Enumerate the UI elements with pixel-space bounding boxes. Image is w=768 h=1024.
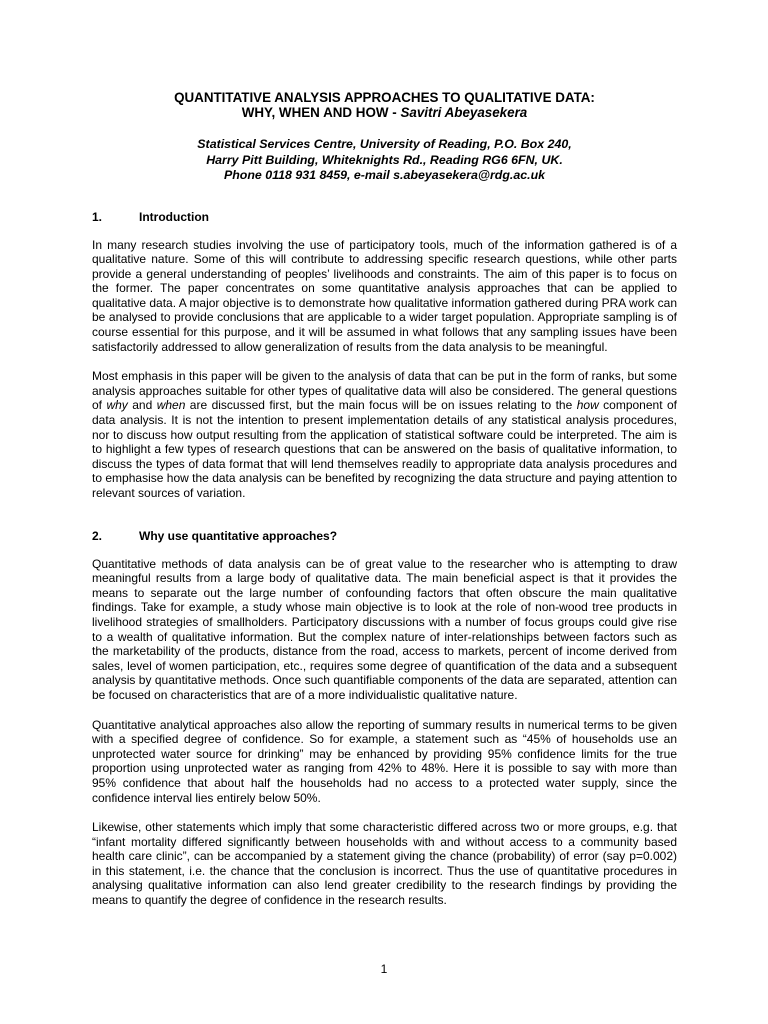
section-title: Introduction	[139, 209, 209, 224]
paragraph-text: and	[127, 398, 157, 413]
title-line-2	[92, 105, 677, 120]
paragraph-text: component of data analysis. It is not the intention to present implementation details of any statistical analysis procedures, nor to discuss how output resulting from the application of statistical software could be interpreted. The aim is to highlight a few types of research questions that can be answered on the basis of qualitative information, to discuss the types of data format that will lend themselves readily to appropriate data analysis procedures and to emphasise how the data analysis can be benefited by recognizing the data structure and paying attention to relevant sources of variation.	[92, 398, 677, 500]
paragraph: In many research studies involving the use of participatory tools, much of the information gathered is of a qualitative nature. Some of this will contribute to addressing specific research questions, while other parts provide a general understanding of peoples’ livelihoods and constraints. The aim of this paper is to focus on the former. The paper concentrates on some quantitative analysis approaches that can be applied to qualitative data. A major objective is to demonstrate how qualitative information gathered during PRA work can be analysed to provide conclusions that are applicable to a wider target population. Appropriate sampling is of course essential for this purpose, and it will be assumed in what follows that any sampling issues have been satisfactorily addressed to allow generalization of results from the data analysis to be meaningful.	[92, 237, 677, 354]
page-number: 1	[380, 962, 388, 976]
paragraph-text: are discussed first, but the main focus will be on issues relating to the	[185, 398, 577, 413]
emphasis-how: how	[576, 398, 599, 413]
paragraph: Quantitative methods of data analysis can be of great value to the researcher who is attempting to draw meaningful results from a large body of qualitative data. The main beneficial aspect is that it provides the means to separate out the large number of confounding factors that often obscure the main qualitative findings. Take for example, a study whose main objective is to look at the role of non-wood tree products in livelihood strategies of smallholders. Participatory discussions with a number of focus groups could give rise to a wealth of qualitative information. But the complex nature of inter-relationships between factors such as the marketability of the products, distance from the road, access to markets, percent of income derived from sales, level of women participation, etc., requires some degree of quantification of the data and a subsequent analysis by quantitative methods. Once such quantifiable components of the data are separated, attention can be focused on characteristics that are of a more individualistic qualitative nature.	[92, 556, 677, 702]
author-name: Savitri Abeyasekera	[400, 105, 528, 120]
affiliation-line-3: Phone 0118 931 8459, e-mail s.abeyasekera@rdg.ac.uk	[223, 168, 546, 182]
paper-title	[92, 90, 677, 120]
emphasis-when: when	[156, 398, 186, 413]
paragraph: Likewise, other statements which imply that some characteristic differed across two or more groups, e.g. that “infant mortality differed significantly between households with and without access to a community based health care clinic”, can be accompanied by a statement giving the chance (probability) of error (say p=0.002) in this statement, i.e. the chance that the conclusion is incorrect. Thus the use of quantitative procedures in analysing qualitative information can also lend greater credibility to the research findings by providing the means to quantify the degree of confidence in the research results.	[92, 820, 677, 908]
paragraph	[92, 369, 677, 500]
document-page	[92, 90, 677, 908]
section-heading-introduction	[92, 210, 677, 225]
affiliation-line-1: Statistical Services Centre, University of Reading, P.O. Box 240,	[197, 137, 572, 151]
emphasis-why: why	[106, 398, 128, 413]
section-heading-why-quantitative	[92, 529, 677, 544]
paragraph-text: Most emphasis in this paper will be given to the analysis of data that can be put in the form of ranks, but some analysis approaches suitable for other types of qualitative data will also be considered. The general questions of	[92, 369, 677, 413]
section-title: Why use quantitative approaches?	[139, 528, 338, 543]
author-affiliation	[92, 137, 677, 184]
paragraph: Quantitative analytical approaches also allow the reporting of summary results in numerical terms to be given with a specified degree of confidence. So for example, a statement such as “45% of households use an unprotected water source for drinking” may be enhanced by providing 95% confidence limits for the true proportion using unprotected water as ranging from 42% to 48%. Here it is possible to say with more than 95% confidence that about half the households had no access to a protected water supply, since the confidence interval lies entirely below 50%.	[92, 717, 677, 805]
section-number: 1.	[92, 209, 103, 224]
section-number: 2.	[92, 528, 103, 543]
title-separator: -	[388, 105, 401, 120]
title-subtitle: WHY, WHEN AND HOW	[241, 105, 389, 120]
title-line-1: QUANTITATIVE ANALYSIS APPROACHES TO QUALITATIVE DATA:	[174, 90, 595, 105]
affiliation-line-2: Harry Pitt Building, Whiteknights Rd., Reading RG6 6FN, UK.	[206, 152, 563, 167]
